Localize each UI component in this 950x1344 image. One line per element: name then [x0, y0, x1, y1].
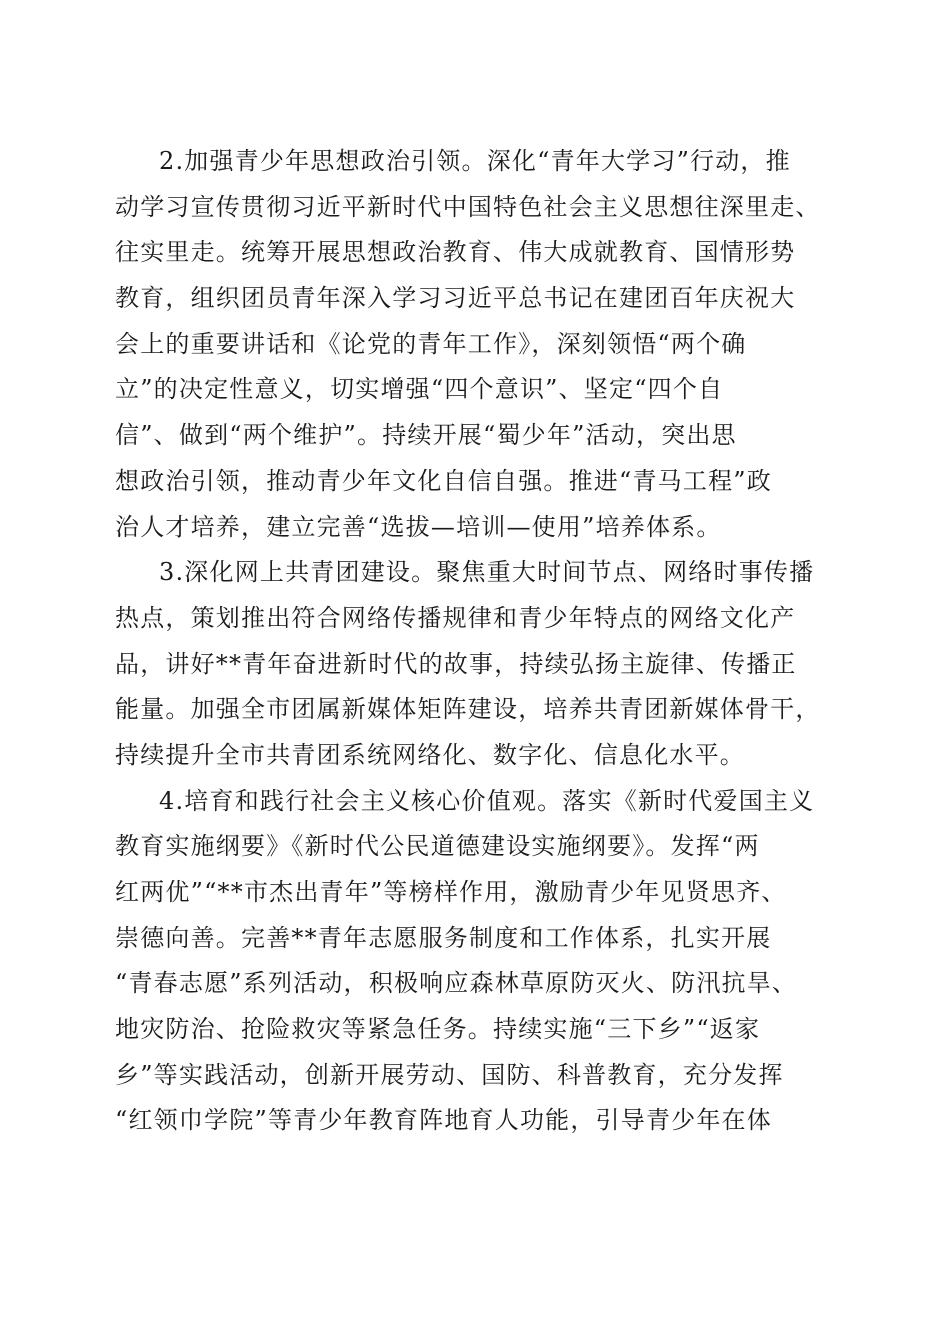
text-line: 信”、做到“两个维护”。持续开展“蜀少年”活动，突出思 — [115, 421, 737, 450]
text-line: 红两优”“**市杰出青年”等榜样作用，激励青少年见贤思齐、 — [115, 878, 787, 906]
text-line: 想政治引领，推动青少年文化自信自强。推进“青马工程”政 — [115, 466, 772, 495]
paragraph-2-heading-line: 2.加强青少年思想政治引领。深化“青年大学习”行动，推 — [159, 147, 791, 175]
text-line: “青春志愿”系列活动，积极响应森林草原防灭火、防汛抗旱、 — [115, 969, 798, 998]
text-line: 教育，组织团员青年深入学习习近平总书记在建团百年庆祝大 — [115, 284, 796, 313]
text-line: 品，讲好**青年奋进新时代的故事，持续弘扬主旋律、传播正 — [115, 649, 797, 678]
document-body — [115, 139, 840, 1144]
text-line: 能量。加强全市团属新媒体矩阵建设，培养共青团新媒体骨干， — [115, 695, 821, 724]
text-line: 持续提升全市共青团系统网络化、数字化、信息化水平。 — [115, 740, 745, 769]
paragraph-4-heading-line: 4.培育和践行社会主义核心价值观。落实《新时代爱国主义 — [159, 786, 815, 815]
text-line: 地灾防治、抢险救灾等紧急任务。持续实施“三下乡”“返家 — [115, 1015, 761, 1044]
text-line: 崇德向善。完善**青年志愿服务制度和工作体系，扎实开展 — [115, 923, 772, 952]
text-line: 热点，策划推出符合网络传播规律和青少年特点的网络文化产 — [115, 603, 796, 632]
text-line: 教育实施纲要》《新时代公民道德建设实施纲要》。发挥“两 — [115, 832, 760, 861]
text-line: 立”的决定性意义，切实增强“四个意识”、坚定“四个自 — [115, 375, 724, 404]
text-line: 会上的重要讲话和《论党的青年工作》，深刻领悟“两个确 — [115, 329, 747, 358]
paragraph-3-heading-line: 3.深化网上共青团建设。聚焦重大时间节点、网络时事传播 — [159, 558, 815, 587]
text-line: 往实里走。统筹开展思想政治教育、伟大成就教育、国情形势 — [115, 238, 796, 267]
text-line: 动学习宣传贯彻习近平新时代中国特色社会主义思想往深里走、 — [115, 192, 821, 221]
text-line: 治人才培养，建立完善“选拔—培训—使用”培养体系。 — [115, 512, 722, 541]
text-line: 乡”等实践活动，创新开展劳动、国防、科普教育，充分发挥 — [115, 1060, 784, 1089]
text-line: “红领巾学院”等青少年教育阵地育人功能，引导青少年在体 — [115, 1106, 772, 1135]
